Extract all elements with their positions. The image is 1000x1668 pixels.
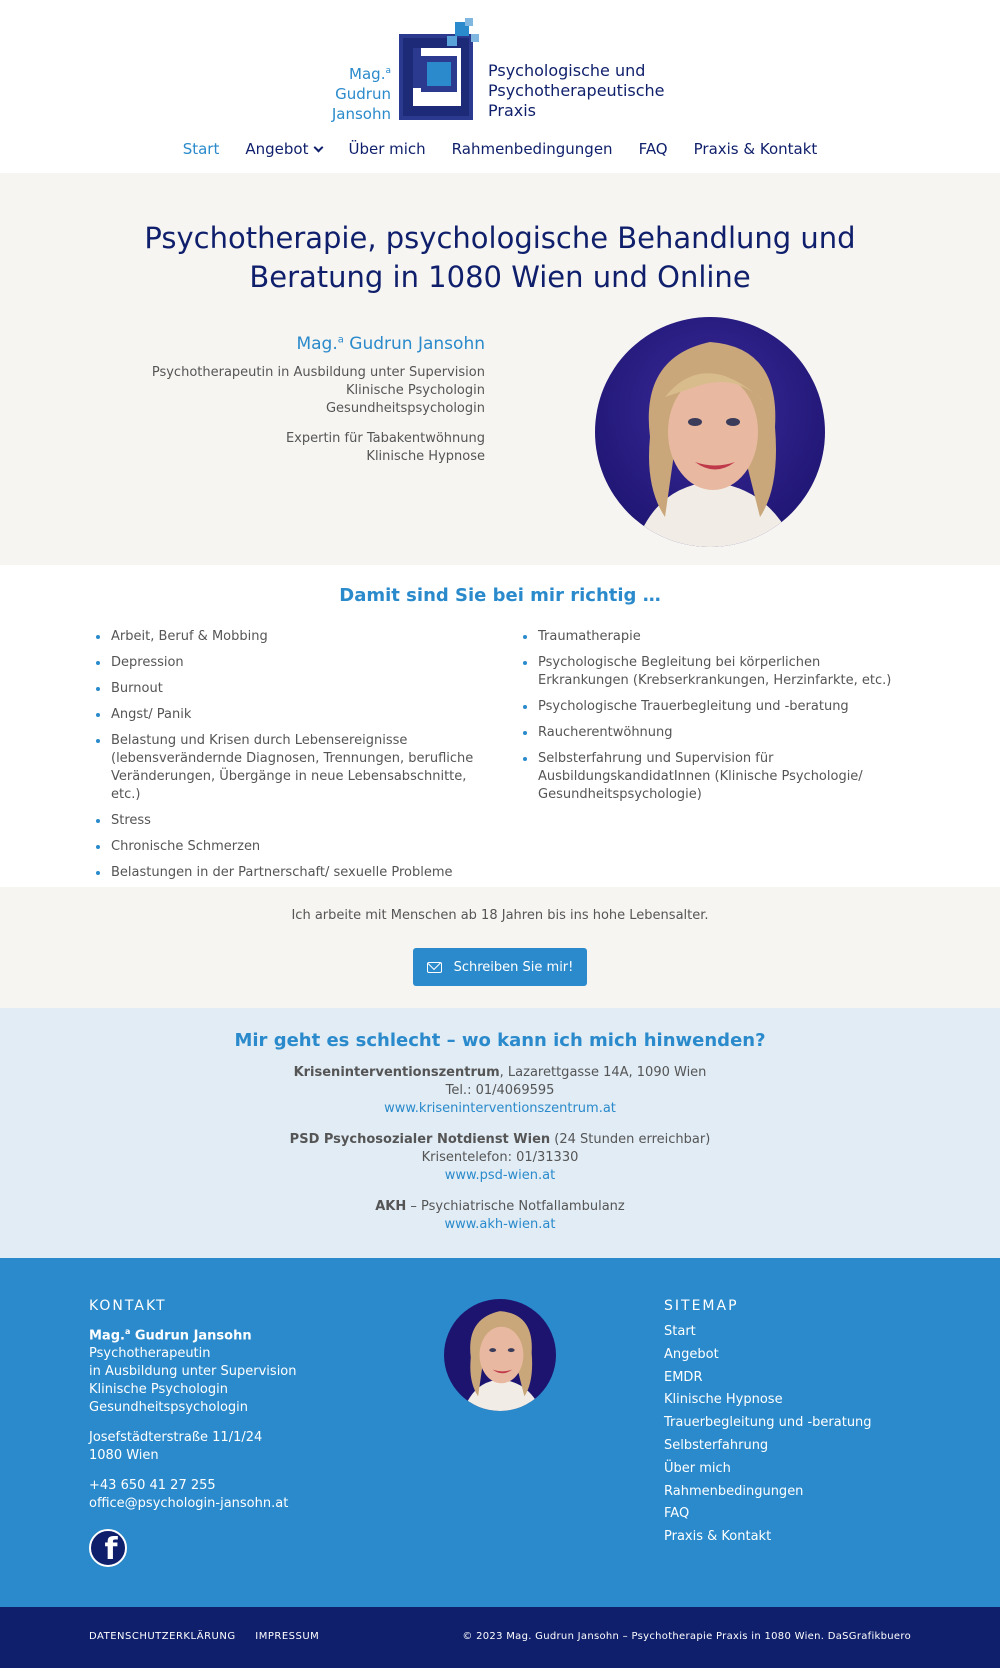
footer-email[interactable]: office@psychologin-jansohn.at [89,1496,289,1512]
sitemap-link-selbsterfahrung[interactable]: Selbsterfahrung [664,1437,769,1453]
akh-link[interactable]: www.akh-wien.at [444,1217,556,1232]
age-section [0,887,1000,1008]
list-item: Arbeit, Beruf & Mobbing [96,628,496,646]
write-me-button[interactable]: Schreiben Sie mir! [413,948,587,986]
facebook-icon[interactable]: f [89,1529,127,1567]
akh-block: AKH – Psychiatrische Notfallambulanz www.akh-wien.at [375,1199,625,1232]
list-item: Burnout [96,680,496,698]
kiz-block: Kriseninterventionszentrum, Lazarettgasse 14A, 1090 Wien Tel.: 01/4069595 www.kriseninterventionszentrum.at [293,1065,707,1116]
list-item: Chronische Schmerzen [96,838,496,856]
main-nav [0,140,1000,158]
sitemap-link-start[interactable]: Start [664,1324,696,1339]
therapist-name: Mag.$^a$ Gudrun Jansohn [296,334,485,354]
list-item: Psychologische Begleitung bei körperlichen Erkrankungen (Krebserkrankungen, Herzinfarkte, etc.) [523,654,913,690]
logo-name: Mag.$^a$ Gudrun Jansohn [331,65,391,123]
help-title: Mir geht es schlecht – wo kann ich mich hinwenden? [234,1030,766,1051]
psd-link[interactable]: www.psd-wien.at [444,1168,556,1183]
sitemap-link-ueber-mich[interactable]: Über mich [664,1460,731,1476]
nav-praxis-kontakt[interactable]: Praxis & Kontakt [693,140,818,158]
list-item: Belastung und Krisen durch Lebensereignisse (lebensverändernde Diagnosen, Trennungen, berufliche Veränderungen, Übergänge in neue Lebensabschnitte, etc.) [96,732,496,804]
age-text: Ich arbeite mit Menschen ab 18 Jahren bis ins hohe Lebensalter. [291,908,709,923]
legal-links [89,1631,335,1642]
footer-contact: KONTAKT Mag.$^a$ Gudrun Jansohn Psychotherapeutin in Ausbildung unter Supervision Klinische Psychologin Gesundheitspsychologin Josefstädterstraße 11/1/24 1080 Wien +43 650 41 27 255 office@psychologin-jansohn.at f [89,1298,369,1567]
topics-section [0,565,1000,887]
footer-city: 1080 Wien [89,1448,159,1464]
list-item: Stress [96,812,496,830]
nav-rahmenbedingungen[interactable]: Rahmenbedingungen [451,140,613,158]
logo-title: Psychologische und Psychotherapeutische Praxis [488,61,665,120]
portrait-photo [595,317,825,547]
site-logo[interactable] [318,18,682,122]
hero-info [100,334,485,466]
nav-faq[interactable]: FAQ [638,140,668,158]
nav-start[interactable]: Start [182,140,220,158]
list-item: Traumatherapie [523,628,913,646]
footer-sitemap [664,1298,944,1551]
site-header [0,0,1000,173]
sitemap-link-trauer[interactable]: Trauerbegleitung und -beratung [664,1415,872,1431]
copyright: © 2023 Mag. Gudrun Jansohn – Psychotherapie Praxis in 1080 Wien. DaSGrafikbuero [462,1631,911,1642]
site-footer [0,1258,1000,1607]
sitemap-link-kontakt[interactable]: Praxis & Kontakt [664,1529,772,1545]
footer-contact-heading: KONTAKT [89,1298,167,1314]
footer-phone[interactable]: +43 650 41 27 255 [89,1478,216,1494]
list-item: Depression [96,654,496,672]
footer-name: Mag.$^a$ Gudrun Jansohn [89,1327,252,1344]
list-item: Belastungen in der Partnerschaft/ sexuelle Probleme [96,864,496,882]
sitemap-link-faq[interactable]: FAQ [664,1506,690,1522]
chevron-down-icon [314,142,324,152]
expertise-line: Klinische Hypnose [366,449,485,464]
sitemap-link-emdr[interactable]: EMDR [664,1369,703,1385]
kiz-link[interactable]: www.kriseninterventionszentrum.at [384,1101,616,1116]
role-line: Gesundheitspsychologin [325,401,485,416]
list-item: Raucherentwöhnung [523,724,913,742]
sitemap-link-angebot[interactable]: Angebot [664,1346,719,1362]
topics-title: Damit sind Sie bei mir richtig … [339,585,661,606]
role-line: Klinische Psychologin [346,383,485,398]
list-item: Psychologische Trauerbegleitung und -beratung [523,698,913,716]
footer-sitemap-heading: SITEMAP [664,1298,739,1314]
sitemap-link-rahmen[interactable]: Rahmenbedingungen [664,1483,804,1499]
list-item: Selbsterfahrung und Supervision für AusbildungskandidatInnen (Klinische Psychologie/ Gesundheitspsychologie) [523,750,913,804]
sitemap-link-hypnose[interactable]: Klinische Hypnose [664,1392,783,1408]
nav-ueber-mich[interactable]: Über mich [348,140,426,158]
hero-section [0,173,1000,565]
role-line: Psychotherapeutin in Ausbildung unter Supervision [151,365,485,380]
privacy-link[interactable]: DATENSCHUTZERKLÄRUNG [89,1631,236,1642]
list-item: Angst/ Panik [96,706,496,724]
psd-block: PSD Psychosozialer Notdienst Wien (24 Stunden erreichbar) Krisentelefon: 01/31330 www.psd-wien.at [289,1132,711,1183]
hero-title: Psychotherapie, psychologische Behandlung und Beratung in 1080 Wien und Online [144,221,856,294]
expertise-line: Expertin für Tabakentwöhnung [285,431,485,446]
envelope-icon [427,962,442,973]
imprint-link[interactable]: IMPRESSUM [255,1631,320,1642]
logo-mark-icon [399,18,479,122]
topics-list-left [96,628,496,890]
help-section [0,1008,1000,1258]
footer-portrait-photo [444,1299,556,1411]
footer-street: Josefstädterstraße 11/1/24 [89,1430,263,1446]
bottom-bar [0,1607,1000,1668]
nav-angebot[interactable]: Angebot [245,140,322,158]
topics-list-right [523,628,913,812]
